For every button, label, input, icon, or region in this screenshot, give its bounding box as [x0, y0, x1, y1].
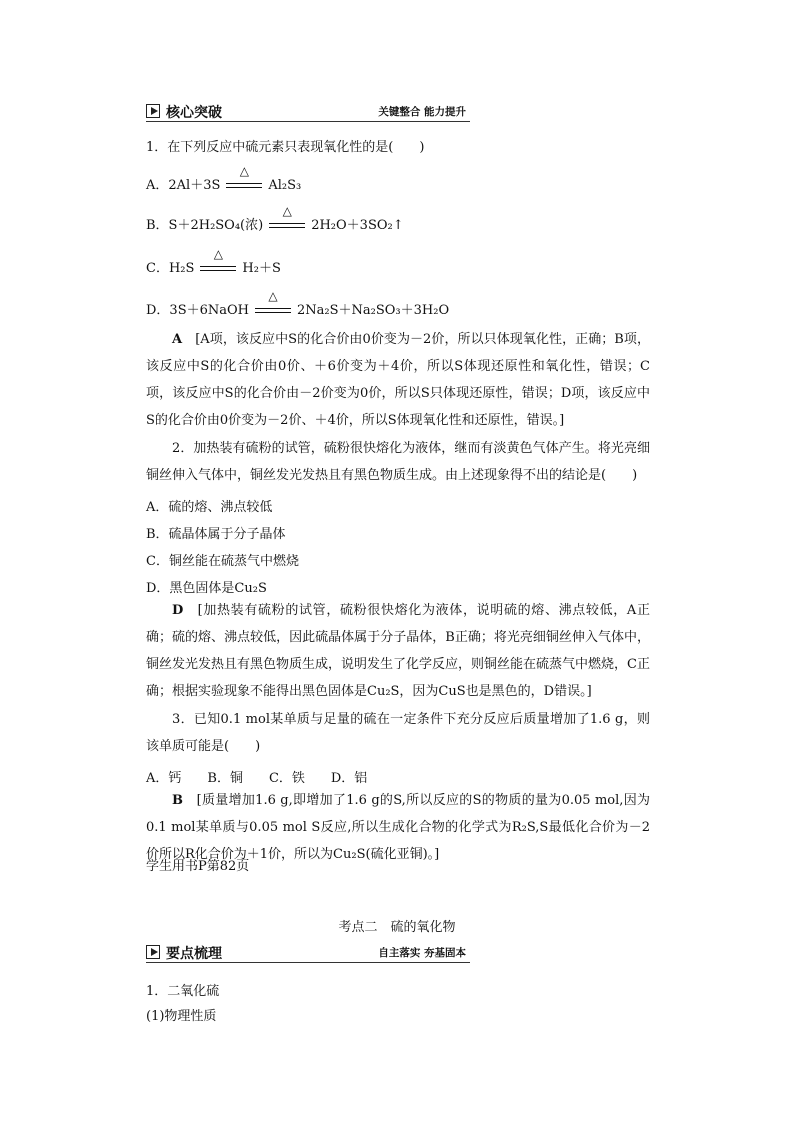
- heating-equals-icon: △: [269, 218, 305, 232]
- q2-option-d: D．黑色固体是Cu₂S: [146, 581, 267, 596]
- item-physical-properties: (1)物理性质: [146, 1009, 217, 1024]
- q2-explanation: D [加热装有硫粉的试管，硫粉很快熔化为液体，说明硫的熔、沸点较低，A正确；硫的熔、沸点较低，因此硫晶体属于分子晶体，B正确；将光亮细铜丝伸入气体中，铜丝发光发热且有黑色物质生成，说明发生了化学反应，则铜丝能在硫蒸气中燃烧，C正确；根据实验现象不能得出黑色固体是Cu₂S，因为CuS也是黑色的，D错误。]: [146, 603, 650, 699]
- play-triangle-icon: [146, 104, 160, 118]
- section-subtitle: 关键整合 能力提升: [378, 106, 466, 118]
- q3-explanation: B [质量增加1.6 g,即增加了1.6 g的S,所以反应的S的物质的量为0.05 mol,因为0.1 mol某单质与0.05 mol S反应,所以生成化合物的化学式为R₂S,S最低化合价为－2价所以R化合价为＋1价，所以为Cu₂S(硫化亚铜)。]: [146, 793, 650, 862]
- q2-option-b: B．硫晶体属于分子晶体: [146, 527, 286, 542]
- section-title: 核心突破: [166, 105, 222, 121]
- q1-option-a: A．2Al＋3S △ Al₂S₃: [146, 164, 302, 193]
- section-subtitle: 自主落实 夯基固本: [378, 947, 466, 959]
- q1-option-b: B．S＋2H₂SO₄(浓) △ 2H₂O＋3SO₂↑: [146, 204, 404, 233]
- heating-equals-icon: △: [226, 178, 262, 192]
- page-reference: 学生用书⁠P第82页: [146, 859, 250, 874]
- kaodian-heading: 考点二 硫的氧化物: [338, 920, 456, 935]
- q1-option-c: C．H₂S △ H₂＋S: [146, 247, 281, 276]
- q2-option-c: C．铜丝能在硫蒸气中燃烧: [146, 554, 299, 569]
- heating-equals-icon: △: [255, 303, 291, 317]
- q3-options: A．钙 B．铜 C．铁 D．铝: [146, 771, 368, 786]
- item-sulfur-dioxide: 1．二氧化硫: [146, 984, 220, 999]
- q1-option-d: D．3S＋6NaOH △ 2Na₂S＋Na₂SO₃＋3H₂O: [146, 289, 450, 318]
- section-title: 要点梳理: [166, 946, 222, 962]
- q2-option-a: A．硫的熔、沸点较低: [146, 500, 273, 515]
- q3-stem: 3．已知0.1 mol某单质与足量的硫在一定条件下充分反应后质量增加了1.6 g，则该单质可能是( ): [146, 712, 650, 754]
- play-triangle-icon: [146, 945, 160, 959]
- heating-equals-icon: △: [200, 261, 236, 275]
- q1-explanation: A [A项，该反应中S的化合价由0价变为－2价，所以只体现氧化性，正确；B项，该反应中S的化合价由0价、＋6价变为＋4价，所以S体现还原性和氧化性，错误；C项，该反应中S的化合价由－2价变为0价，所以S只体现还原性，错误；D项，该反应中S的化合价由0价变为－2价、＋4价，所以S体现氧化性和还原性，错误。]: [146, 332, 650, 428]
- section-header-points: [146, 944, 470, 963]
- q1-stem: 1．在下列反应中硫元素只表现氧化性的是( ): [146, 140, 425, 155]
- section-header-core: [146, 103, 470, 122]
- q2-stem: 2．加热装有硫粉的试管，硫粉很快熔化为液体，继而有淡黄色气体产生。将光亮细铜丝伸入气体中，铜丝发光发热且有黑色物质生成。由上述现象得不出的结论是( ): [146, 441, 650, 483]
